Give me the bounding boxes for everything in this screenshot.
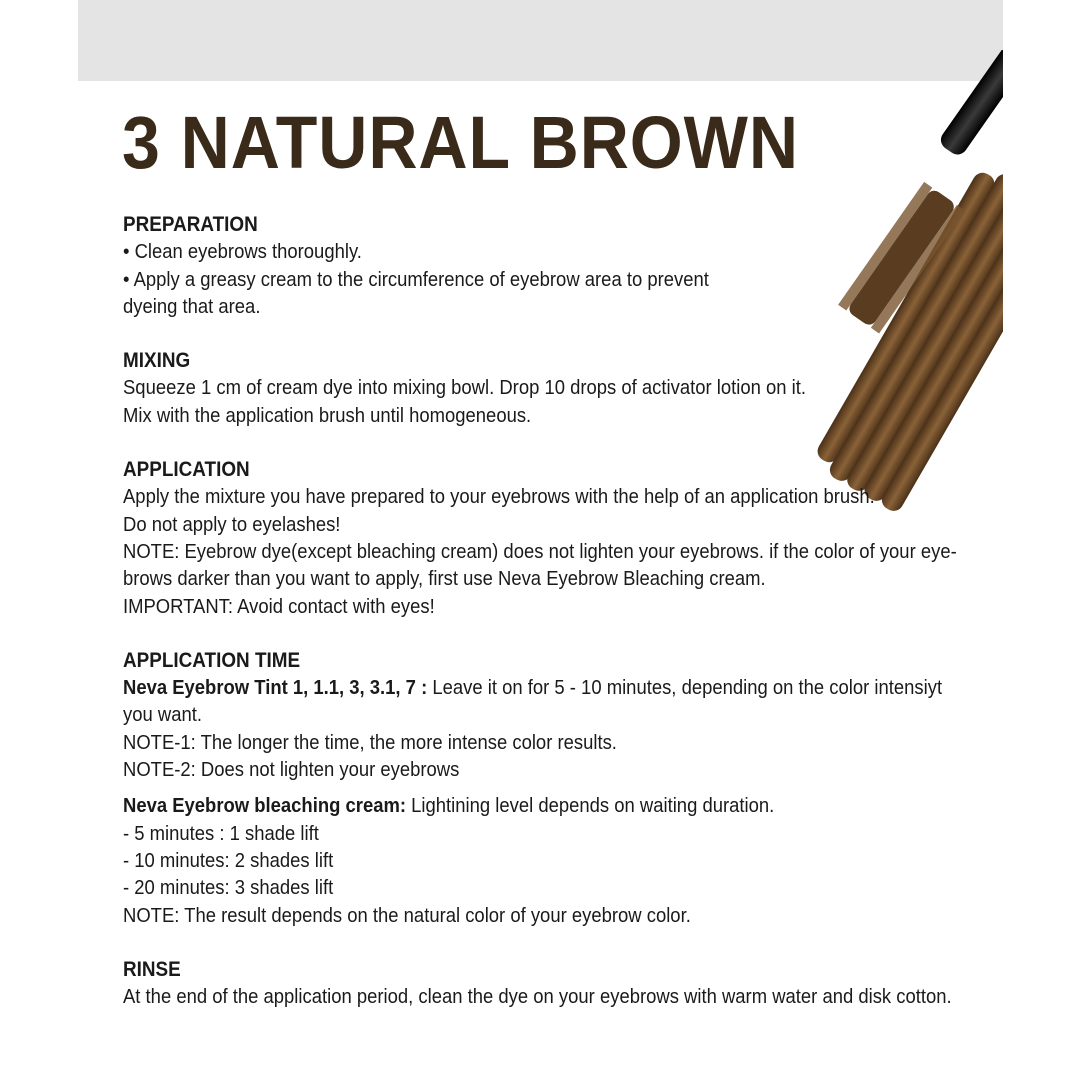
page-title: 3 NATURAL BROWN <box>122 101 799 184</box>
rinse-text: At the end of the application period, clean the dye on your eyebrows with warm water and disk cotton. <box>123 985 952 1009</box>
mixing-heading: MIXING <box>123 349 191 373</box>
note-1: NOTE-1: The longer the time, the more intense color results. <box>123 730 617 754</box>
lift-level: - 10 minutes: 2 shades lift <box>123 848 334 872</box>
bleach-text: Lightining level depends on waiting duration. <box>406 794 775 818</box>
preparation-heading: PREPARATION <box>123 213 258 236</box>
bleach-label: Neva Eyebrow bleaching cream: <box>123 794 407 818</box>
application-line: brows darker than you want to apply, first use Neva Eyebrow Bleaching cream. <box>123 567 766 591</box>
tint-continued: you want. <box>123 703 202 727</box>
tint-label: Neva Eyebrow Tint 1, 1.1, 3, 3.1, 7 : <box>123 676 428 700</box>
tint-line <box>123 674 978 701</box>
instruction-card <box>78 0 1003 1080</box>
bleach-line <box>123 792 978 819</box>
lift-level: - 20 minutes: 3 shades lift <box>123 876 334 900</box>
application-line: Do not apply to eyelashes! <box>123 512 341 536</box>
preparation-line: • Clean eyebrows thoroughly. <box>123 240 362 264</box>
tint-text: Leave it on for 5 - 10 minutes, depending on the color intensiyt <box>427 676 943 700</box>
application-time-heading: APPLICATION TIME <box>123 648 301 672</box>
application-line: IMPORTANT: Avoid contact with eyes! <box>123 594 435 618</box>
mixing-line: Mix with the application brush until homogeneous. <box>123 403 532 427</box>
application-heading: APPLICATION <box>123 458 250 482</box>
note-3: NOTE: The result depends on the natural color of your eyebrow color. <box>123 903 691 927</box>
lift-level: - 5 minutes : 1 shade lift <box>123 821 319 845</box>
application-line: NOTE: Eyebrow dye(except bleaching cream) does not lighten your eyebrows. if the color of your eye- <box>123 539 957 563</box>
preparation-line: dyeing that area. <box>123 294 261 318</box>
mixing-line: Squeeze 1 cm of cream dye into mixing bowl. Drop 10 drops of activator lotion on it. <box>123 376 807 400</box>
rinse-heading: RINSE <box>123 957 181 981</box>
note-2: NOTE-2: Does not lighten your eyebrows <box>123 758 460 782</box>
application-line: Apply the mixture you have prepared to your eyebrows with the help of an application brush. <box>123 485 875 509</box>
instructions-body <box>123 211 978 1010</box>
preparation-line: • Apply a greasy cream to the circumference of eyebrow area to prevent <box>123 267 709 291</box>
